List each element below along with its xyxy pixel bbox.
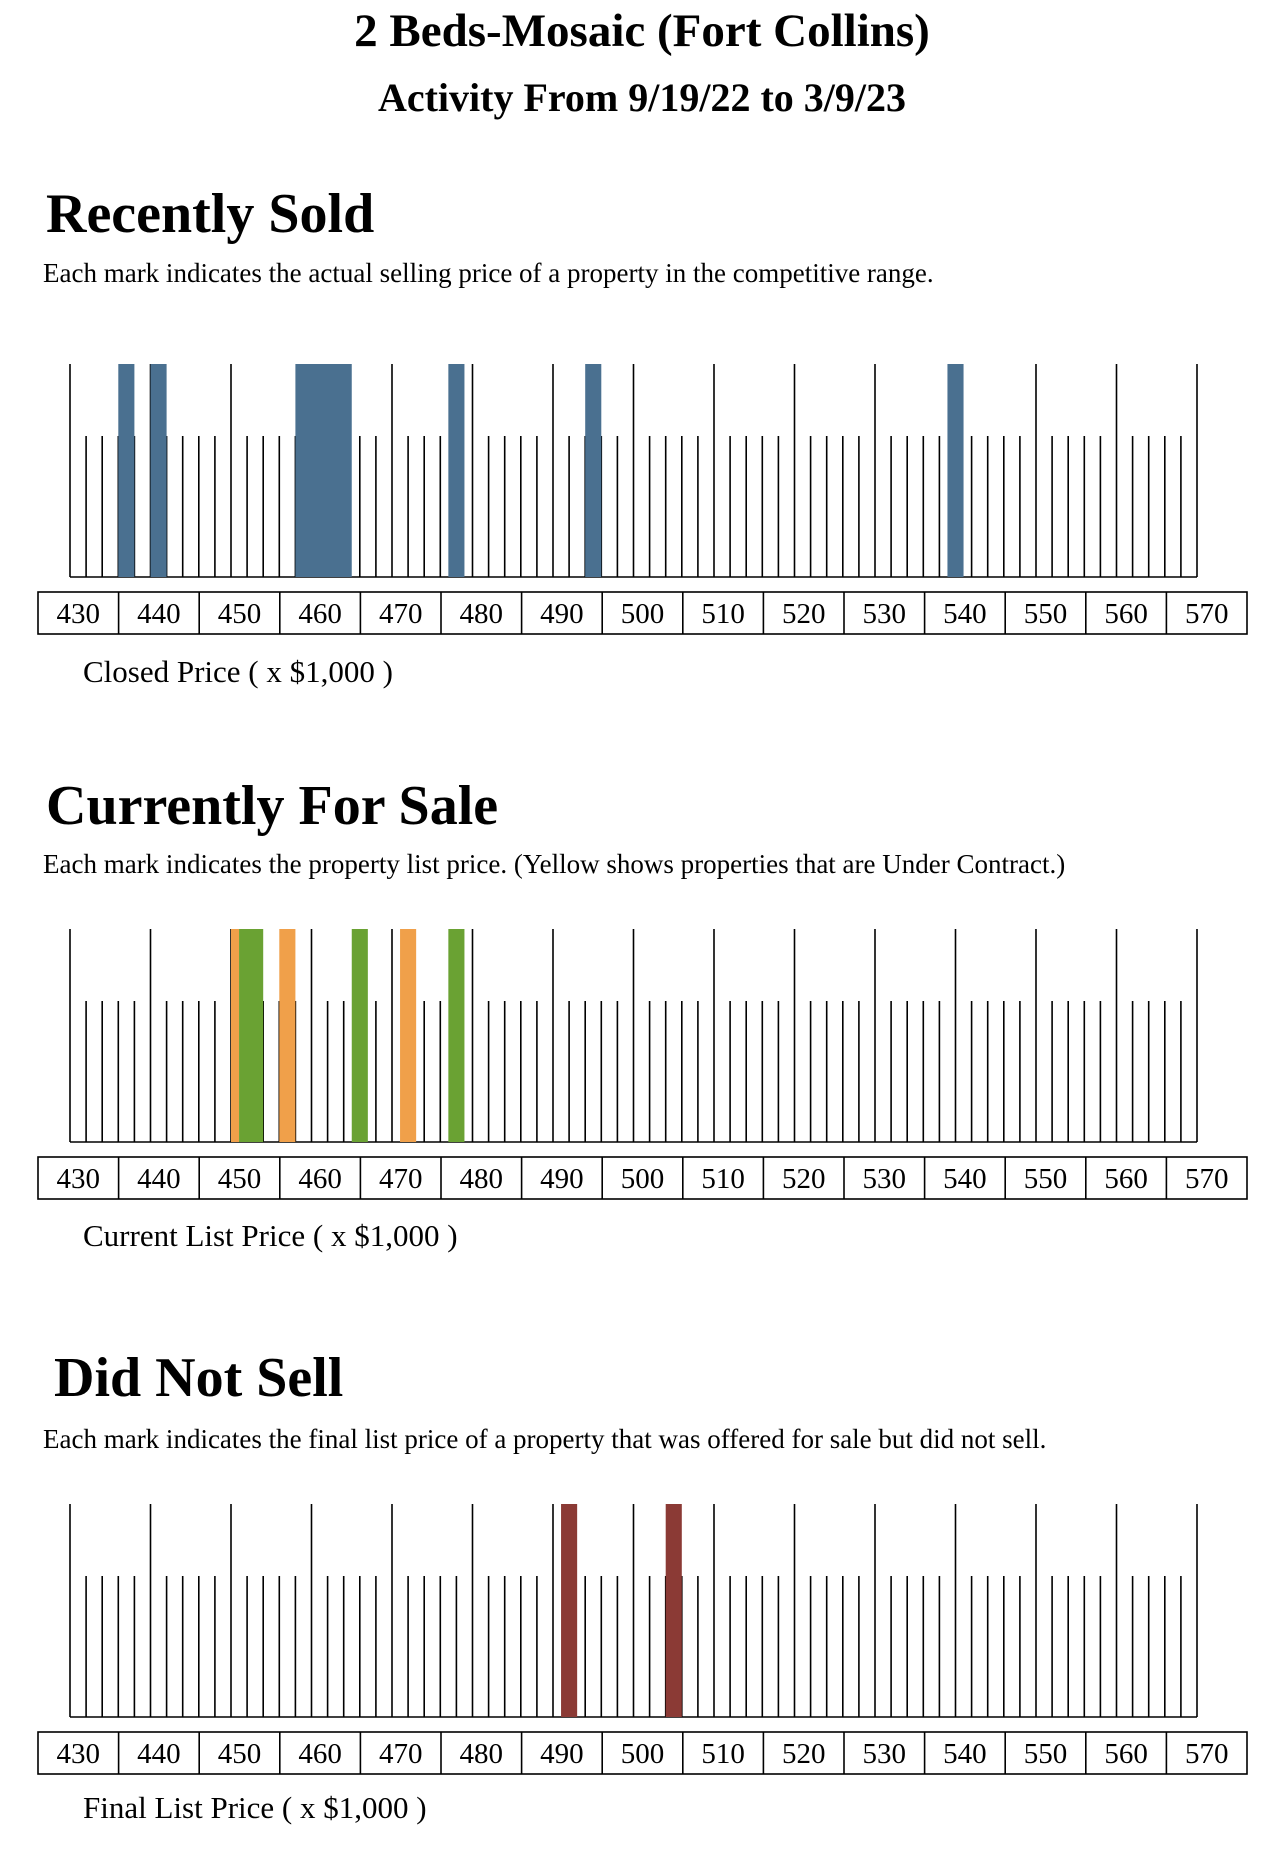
tick-label: 480 — [459, 1163, 504, 1195]
tick-label: 430 — [56, 1738, 101, 1770]
tick-label: 450 — [217, 1738, 262, 1770]
tick-label: 490 — [540, 598, 584, 630]
currently-for-sale-x-axis-label: Current List Price ( x $1,000 ) — [83, 1218, 458, 1253]
section-description-recently-sold: Each mark indicates the actual selling price of a property in the competitive range. — [43, 258, 934, 288]
tick-label: 550 — [1023, 1738, 1068, 1770]
did-not-sell-x-axis-label: Final List Price ( x $1,000 ) — [83, 1790, 427, 1825]
tick-label: 450 — [217, 1163, 262, 1195]
recently-sold-x-axis-label: Closed Price ( x $1,000 ) — [83, 654, 393, 689]
tick-label: 570 — [1184, 598, 1229, 630]
tick-label: 470 — [378, 1163, 423, 1195]
tick-label: 490 — [540, 1738, 584, 1770]
price-mark — [585, 364, 601, 577]
section-description-did-not-sell: Each mark indicates the final list price of a property that was offered for sale but did not sell. — [43, 1424, 1047, 1454]
price-mark — [947, 364, 963, 577]
tick-label: 520 — [781, 1163, 826, 1195]
tick-label: 440 — [137, 598, 181, 630]
did-not-sell-strip-chart — [0, 1504, 1284, 1796]
tick-label: 460 — [298, 598, 342, 630]
tick-label: 510 — [701, 1163, 745, 1195]
tick-label: 430 — [56, 598, 101, 630]
tick-label: 520 — [781, 598, 826, 630]
tick-label: 450 — [217, 598, 262, 630]
tick-label: 570 — [1184, 1738, 1229, 1770]
report-title: 2 Beds-Mosaic (Fort Collins) — [354, 5, 930, 57]
tick-label: 500 — [620, 598, 665, 630]
tick-label: 520 — [781, 1738, 826, 1770]
tick-label: 540 — [943, 598, 987, 630]
tick-label: 430 — [56, 1163, 101, 1195]
tick-label: 560 — [1104, 1738, 1148, 1770]
price-mark — [666, 1504, 682, 1717]
tick-label: 540 — [943, 1163, 987, 1195]
price-mark — [295, 364, 351, 577]
price-mark — [448, 929, 464, 1142]
price-mark — [239, 929, 263, 1142]
price-mark — [561, 1504, 577, 1717]
tick-label: 460 — [298, 1738, 342, 1770]
section-title-currently-for-sale: Currently For Sale — [46, 775, 499, 837]
tick-label: 500 — [620, 1163, 665, 1195]
price-mark — [279, 929, 295, 1142]
tick-label: 460 — [298, 1163, 342, 1195]
tick-label: 440 — [137, 1738, 181, 1770]
price-mark — [118, 364, 134, 577]
recently-sold-strip-chart — [0, 364, 1284, 656]
tick-label: 560 — [1104, 1163, 1148, 1195]
tick-label: 470 — [378, 1738, 423, 1770]
tick-label: 530 — [862, 1738, 907, 1770]
tick-label: 570 — [1184, 1163, 1229, 1195]
price-mark — [400, 929, 416, 1142]
price-mark — [448, 364, 464, 577]
tick-label: 490 — [540, 1163, 584, 1195]
section-title-did-not-sell: Did Not Sell — [54, 1347, 344, 1409]
tick-label: 440 — [137, 1163, 181, 1195]
tick-label: 510 — [701, 1738, 745, 1770]
tick-label: 470 — [378, 598, 423, 630]
tick-label: 480 — [459, 1738, 504, 1770]
tick-label: 530 — [862, 1163, 907, 1195]
tick-label: 510 — [701, 598, 745, 630]
tick-label: 530 — [862, 598, 907, 630]
currently-for-sale-strip-chart — [0, 929, 1284, 1221]
tick-label: 550 — [1023, 598, 1068, 630]
price-mark — [151, 364, 167, 577]
tick-label: 550 — [1023, 1163, 1068, 1195]
section-description-currently-for-sale: Each mark indicates the property list price. (Yellow shows properties that are Under Contract.) — [43, 849, 1066, 879]
price-mark — [352, 929, 368, 1142]
tick-label: 560 — [1104, 598, 1148, 630]
price-mark — [231, 929, 239, 1142]
report-subtitle: Activity From 9/19/22 to 3/9/23 — [377, 75, 907, 120]
tick-label: 500 — [620, 1738, 665, 1770]
tick-label: 540 — [943, 1738, 987, 1770]
tick-label: 480 — [459, 598, 504, 630]
section-title-recently-sold: Recently Sold — [46, 183, 375, 245]
